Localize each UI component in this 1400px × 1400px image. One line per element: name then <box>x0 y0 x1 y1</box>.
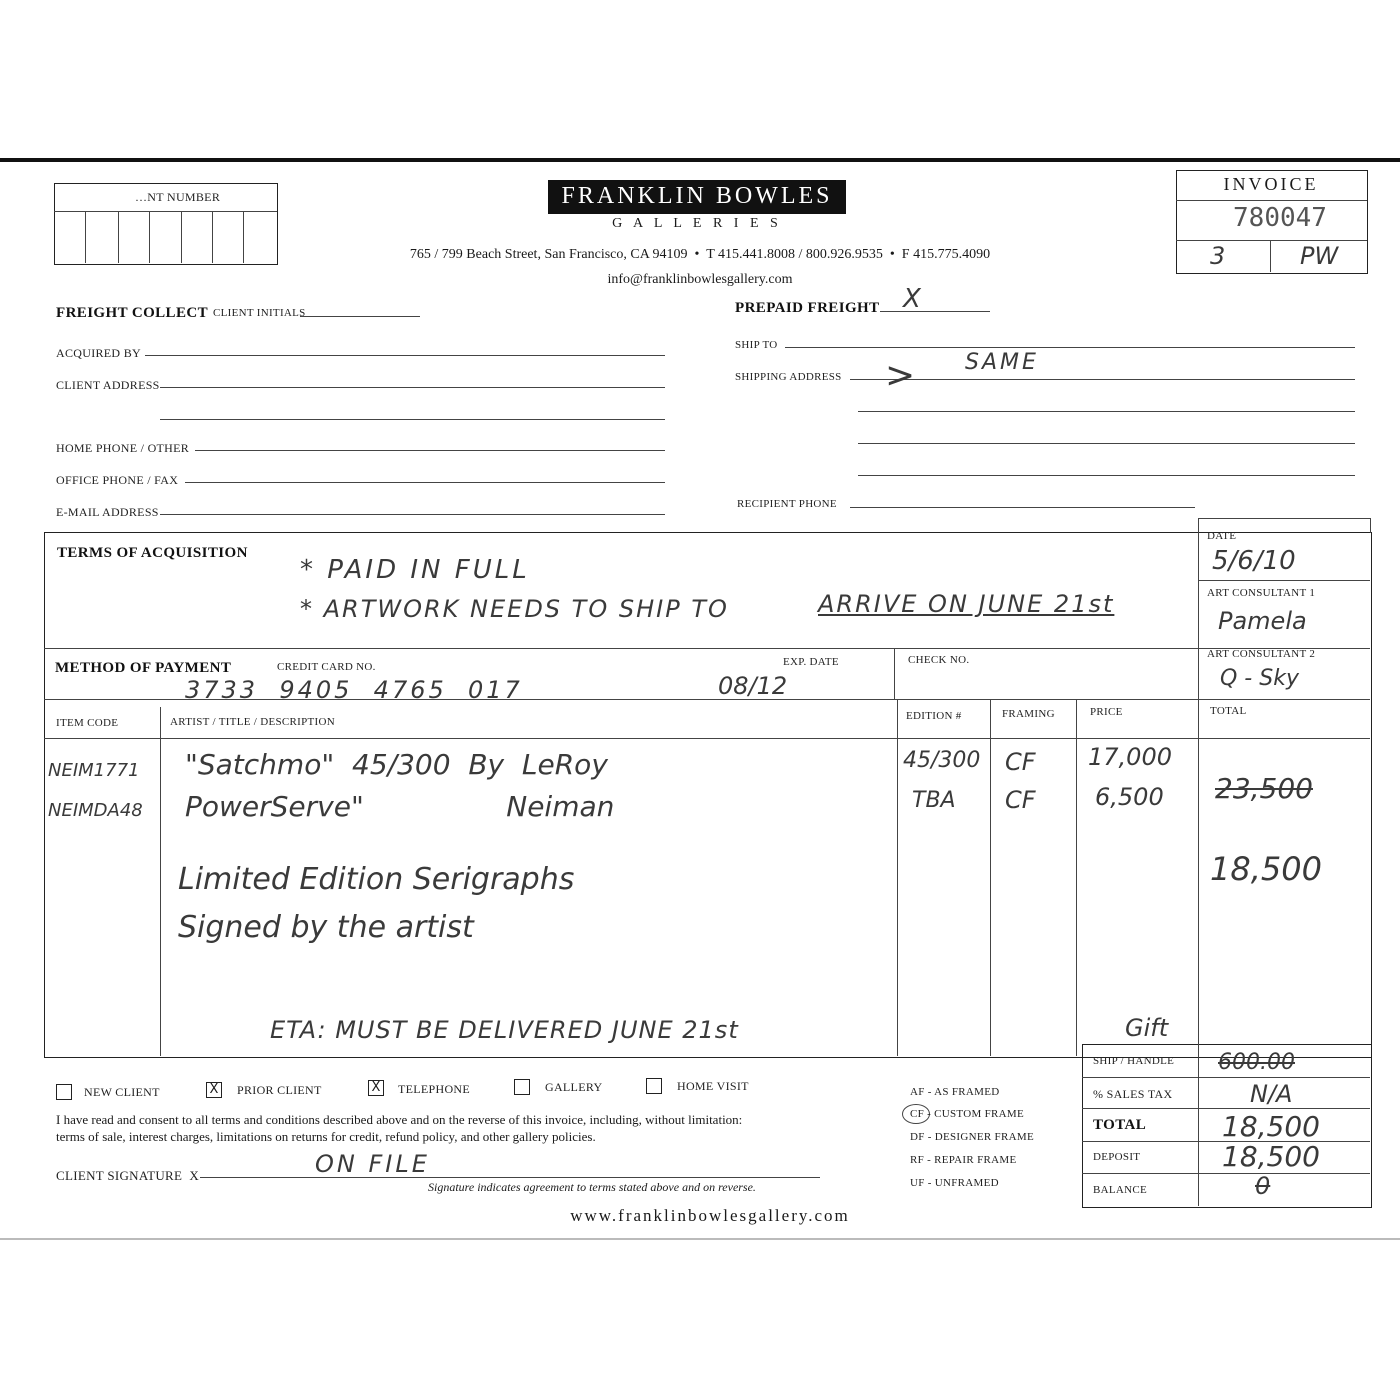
brand-name: FRANKLIN BOWLES <box>561 183 833 209</box>
exp-label: EXP. DATE <box>783 656 839 668</box>
eta-note: ETA: MUST BE DELIVERED JUNE 21st <box>270 1016 739 1044</box>
item-code-header: ITEM CODE <box>56 717 119 729</box>
gift-note: Gift <box>1125 1014 1169 1042</box>
cell-divider <box>149 211 150 263</box>
description-header: ARTIST / TITLE / DESCRIPTION <box>170 716 335 728</box>
item-note-2: Signed by the artist <box>178 910 474 945</box>
framing-rf: RF - REPAIR FRAME <box>910 1154 1017 1166</box>
office-phone-line <box>185 482 665 483</box>
invoice-hand-left: 3 <box>1210 242 1226 270</box>
exp-value: 08/12 <box>718 672 788 700</box>
framing-cf: CF - CUSTOM FRAME <box>910 1108 1025 1120</box>
right-column-top <box>1198 518 1370 519</box>
new-client-label: NEW CLIENT <box>84 1085 160 1099</box>
shipping-line-4 <box>858 443 1355 444</box>
summary-row-divider <box>1082 1173 1370 1174</box>
framing-uf: UF - UNFRAMED <box>910 1177 999 1189</box>
shipping-line-5 <box>858 475 1355 476</box>
client-number-label: …NT NUMBER <box>135 190 221 204</box>
invoice-number: 780047 <box>1233 203 1327 233</box>
consultant2-label: ART CONSULTANT 2 <box>1207 648 1316 660</box>
terms-divider <box>44 648 1370 649</box>
consent-line-2: terms of sale, interest charges, limitations on returns for credit, refund policy, and other gallery policies. <box>56 1129 596 1144</box>
total-value: 18,500 <box>1210 850 1322 888</box>
payment-divider <box>44 699 1370 700</box>
shipping-line-3 <box>858 411 1355 412</box>
home-visit-label: HOME VISIT <box>677 1079 749 1093</box>
prepaid-freight-label: PREPAID FREIGHT <box>735 300 880 316</box>
right-column-edge <box>1370 518 1371 533</box>
card-value: 3733 9405 4765 017 <box>185 676 523 704</box>
consent-line-1: I have read and consent to all terms and conditions described above and on the reverse of this invoice, including, without limitation: <box>56 1112 743 1127</box>
item-note-1: Limited Edition Serigraphs <box>178 862 575 897</box>
invoice-divider-2 <box>1176 240 1367 241</box>
deposit-value: 18,500 <box>1222 1140 1320 1173</box>
item-framing: CF <box>1005 748 1036 776</box>
check-divider <box>894 648 895 700</box>
home-visit-checkbox[interactable] <box>646 1078 662 1094</box>
col-divider-edition <box>990 699 991 1056</box>
summary-row-divider <box>1082 1108 1370 1109</box>
item-price: 17,000 <box>1088 743 1172 771</box>
recipient-phone-line <box>850 507 1195 508</box>
shipping-address-value: SAME <box>965 350 1039 375</box>
balance-label: BALANCE <box>1093 1184 1148 1196</box>
cell-divider <box>181 211 182 263</box>
sales-tax-label: % SALES TAX <box>1093 1087 1173 1101</box>
item-code: NEIM1771 <box>48 760 140 781</box>
item-edition: 45/300 <box>903 748 981 773</box>
item-description: "Satchmo" 45/300 By LeRoy <box>185 748 608 781</box>
framing-df: DF - DESIGNER FRAME <box>910 1131 1034 1143</box>
item-description: PowerServe" Neiman <box>185 790 615 823</box>
item-code: NEIMDA48 <box>48 800 143 821</box>
ship-to-label: SHIP TO <box>735 339 778 351</box>
freight-collect-label: FREIGHT COLLECT <box>56 305 209 321</box>
ship-handle-value: 600.00 <box>1218 1050 1295 1075</box>
framing-af: AF - AS FRAMED <box>910 1086 1000 1098</box>
footer-website[interactable]: www.franklinbowlesgallery.com <box>570 1206 850 1225</box>
gallery-email: info@franklinbowlesgallery.com <box>607 272 793 287</box>
consultant2-value: Q - Sky <box>1220 666 1299 691</box>
shipping-arrow: > <box>885 355 916 396</box>
check-label: CHECK NO. <box>908 654 970 666</box>
terms-line-2: * ARTWORK NEEDS TO SHIP TO <box>300 595 729 623</box>
cell-divider <box>118 211 119 263</box>
cell-divider <box>85 211 86 263</box>
item-price: 6,500 <box>1095 783 1164 811</box>
signature-label: CLIENT SIGNATURE X <box>56 1168 200 1183</box>
prepaid-freight-line <box>880 311 990 312</box>
date-divider <box>1198 580 1370 581</box>
invoice-divider <box>1176 200 1367 201</box>
col-divider-desc <box>897 699 898 1056</box>
balance-value: 0 <box>1255 1172 1271 1200</box>
prior-client-checkbox[interactable]: X <box>206 1082 222 1098</box>
payment-label: METHOD OF PAYMENT <box>55 660 232 676</box>
ship-handle-label: SHIP / HANDLE <box>1093 1055 1175 1067</box>
item-framing: CF <box>1005 786 1036 814</box>
edition-header: EDITION # <box>906 710 962 722</box>
shipping-address-line <box>850 379 1355 380</box>
brand-subtitle: G A L L E R I E S <box>612 216 782 231</box>
telephone-checkbox[interactable]: X <box>368 1080 384 1096</box>
prepaid-freight-mark: X <box>903 284 921 314</box>
client-initials-line <box>300 316 420 317</box>
col-divider-framing <box>1076 699 1077 1056</box>
new-client-checkbox[interactable] <box>56 1084 72 1100</box>
gallery-checkbox[interactable] <box>514 1079 530 1095</box>
sales-tax-value: N/A <box>1250 1080 1293 1108</box>
total-struck: 23,500 <box>1215 772 1313 805</box>
recipient-phone-label: RECIPIENT PHONE <box>737 498 837 510</box>
signature-value: ON FILE <box>315 1150 430 1178</box>
acquired-by-line <box>145 355 665 356</box>
price-header: PRICE <box>1090 706 1123 718</box>
terms-label: TERMS OF ACQUISITION <box>57 545 248 561</box>
item-header-divider <box>44 738 1370 739</box>
framing-header: FRAMING <box>1002 708 1055 720</box>
cell-divider <box>212 211 213 263</box>
gallery-address: 765 / 799 Beach Street, San Francisco, CA 94109 • T 415.441.8008 / 800.926.9535 • F 415.775.4090 <box>409 247 991 262</box>
signature-line <box>200 1177 820 1178</box>
terms-line-2b: ARRIVE ON JUNE 21st <box>818 590 1115 618</box>
ship-to-line <box>785 347 1355 348</box>
date-label: DATE <box>1207 530 1237 542</box>
col-divider-code <box>160 707 161 1056</box>
cell-divider <box>243 211 244 263</box>
email-label: E-MAIL ADDRESS <box>56 505 159 519</box>
signature-note: Signature indicates agreement to terms stated above and on reverse. <box>428 1180 756 1194</box>
consultant1-label: ART CONSULTANT 1 <box>1207 587 1316 599</box>
terms-line-1: * PAID IN FULL <box>300 555 530 585</box>
email-line <box>160 514 665 515</box>
client-address-label: CLIENT ADDRESS <box>56 378 160 392</box>
deposit-label: DEPOSIT <box>1093 1151 1141 1163</box>
total-header: TOTAL <box>1210 705 1247 717</box>
telephone-label: TELEPHONE <box>398 1082 471 1096</box>
home-phone-label: HOME PHONE / OTHER <box>56 441 190 455</box>
invoice-label: INVOICE <box>1223 174 1319 194</box>
client-address-line <box>160 387 665 388</box>
consultant1-value: Pamela <box>1218 607 1307 635</box>
summary-total-label: TOTAL <box>1093 1117 1147 1133</box>
invoice-hand-right: PW <box>1300 242 1339 270</box>
invoice-divider-v <box>1270 240 1271 272</box>
office-phone-label: OFFICE PHONE / FAX <box>56 473 179 487</box>
item-edition: TBA <box>912 788 956 813</box>
client-address-line-2 <box>160 419 665 420</box>
client-initials-label: CLIENT INITIALS <box>213 307 306 319</box>
prior-client-label: PRIOR CLIENT <box>237 1083 322 1097</box>
sheet-bottom-edge <box>0 1238 1400 1240</box>
summary-total-value: 18,500 <box>1222 1110 1320 1143</box>
sheet-top-edge <box>0 158 1400 162</box>
card-label: CREDIT CARD NO. <box>277 661 376 673</box>
date-value: 5/6/10 <box>1212 546 1296 576</box>
home-phone-line <box>195 450 665 451</box>
summary-row-divider <box>1082 1077 1370 1078</box>
shipping-address-label: SHIPPING ADDRESS <box>735 371 842 383</box>
summary-divider-v <box>1198 1044 1199 1206</box>
acquired-by-label: ACQUIRED BY <box>56 346 141 360</box>
right-column-border <box>1198 518 1199 1056</box>
gallery-label: GALLERY <box>545 1080 603 1094</box>
